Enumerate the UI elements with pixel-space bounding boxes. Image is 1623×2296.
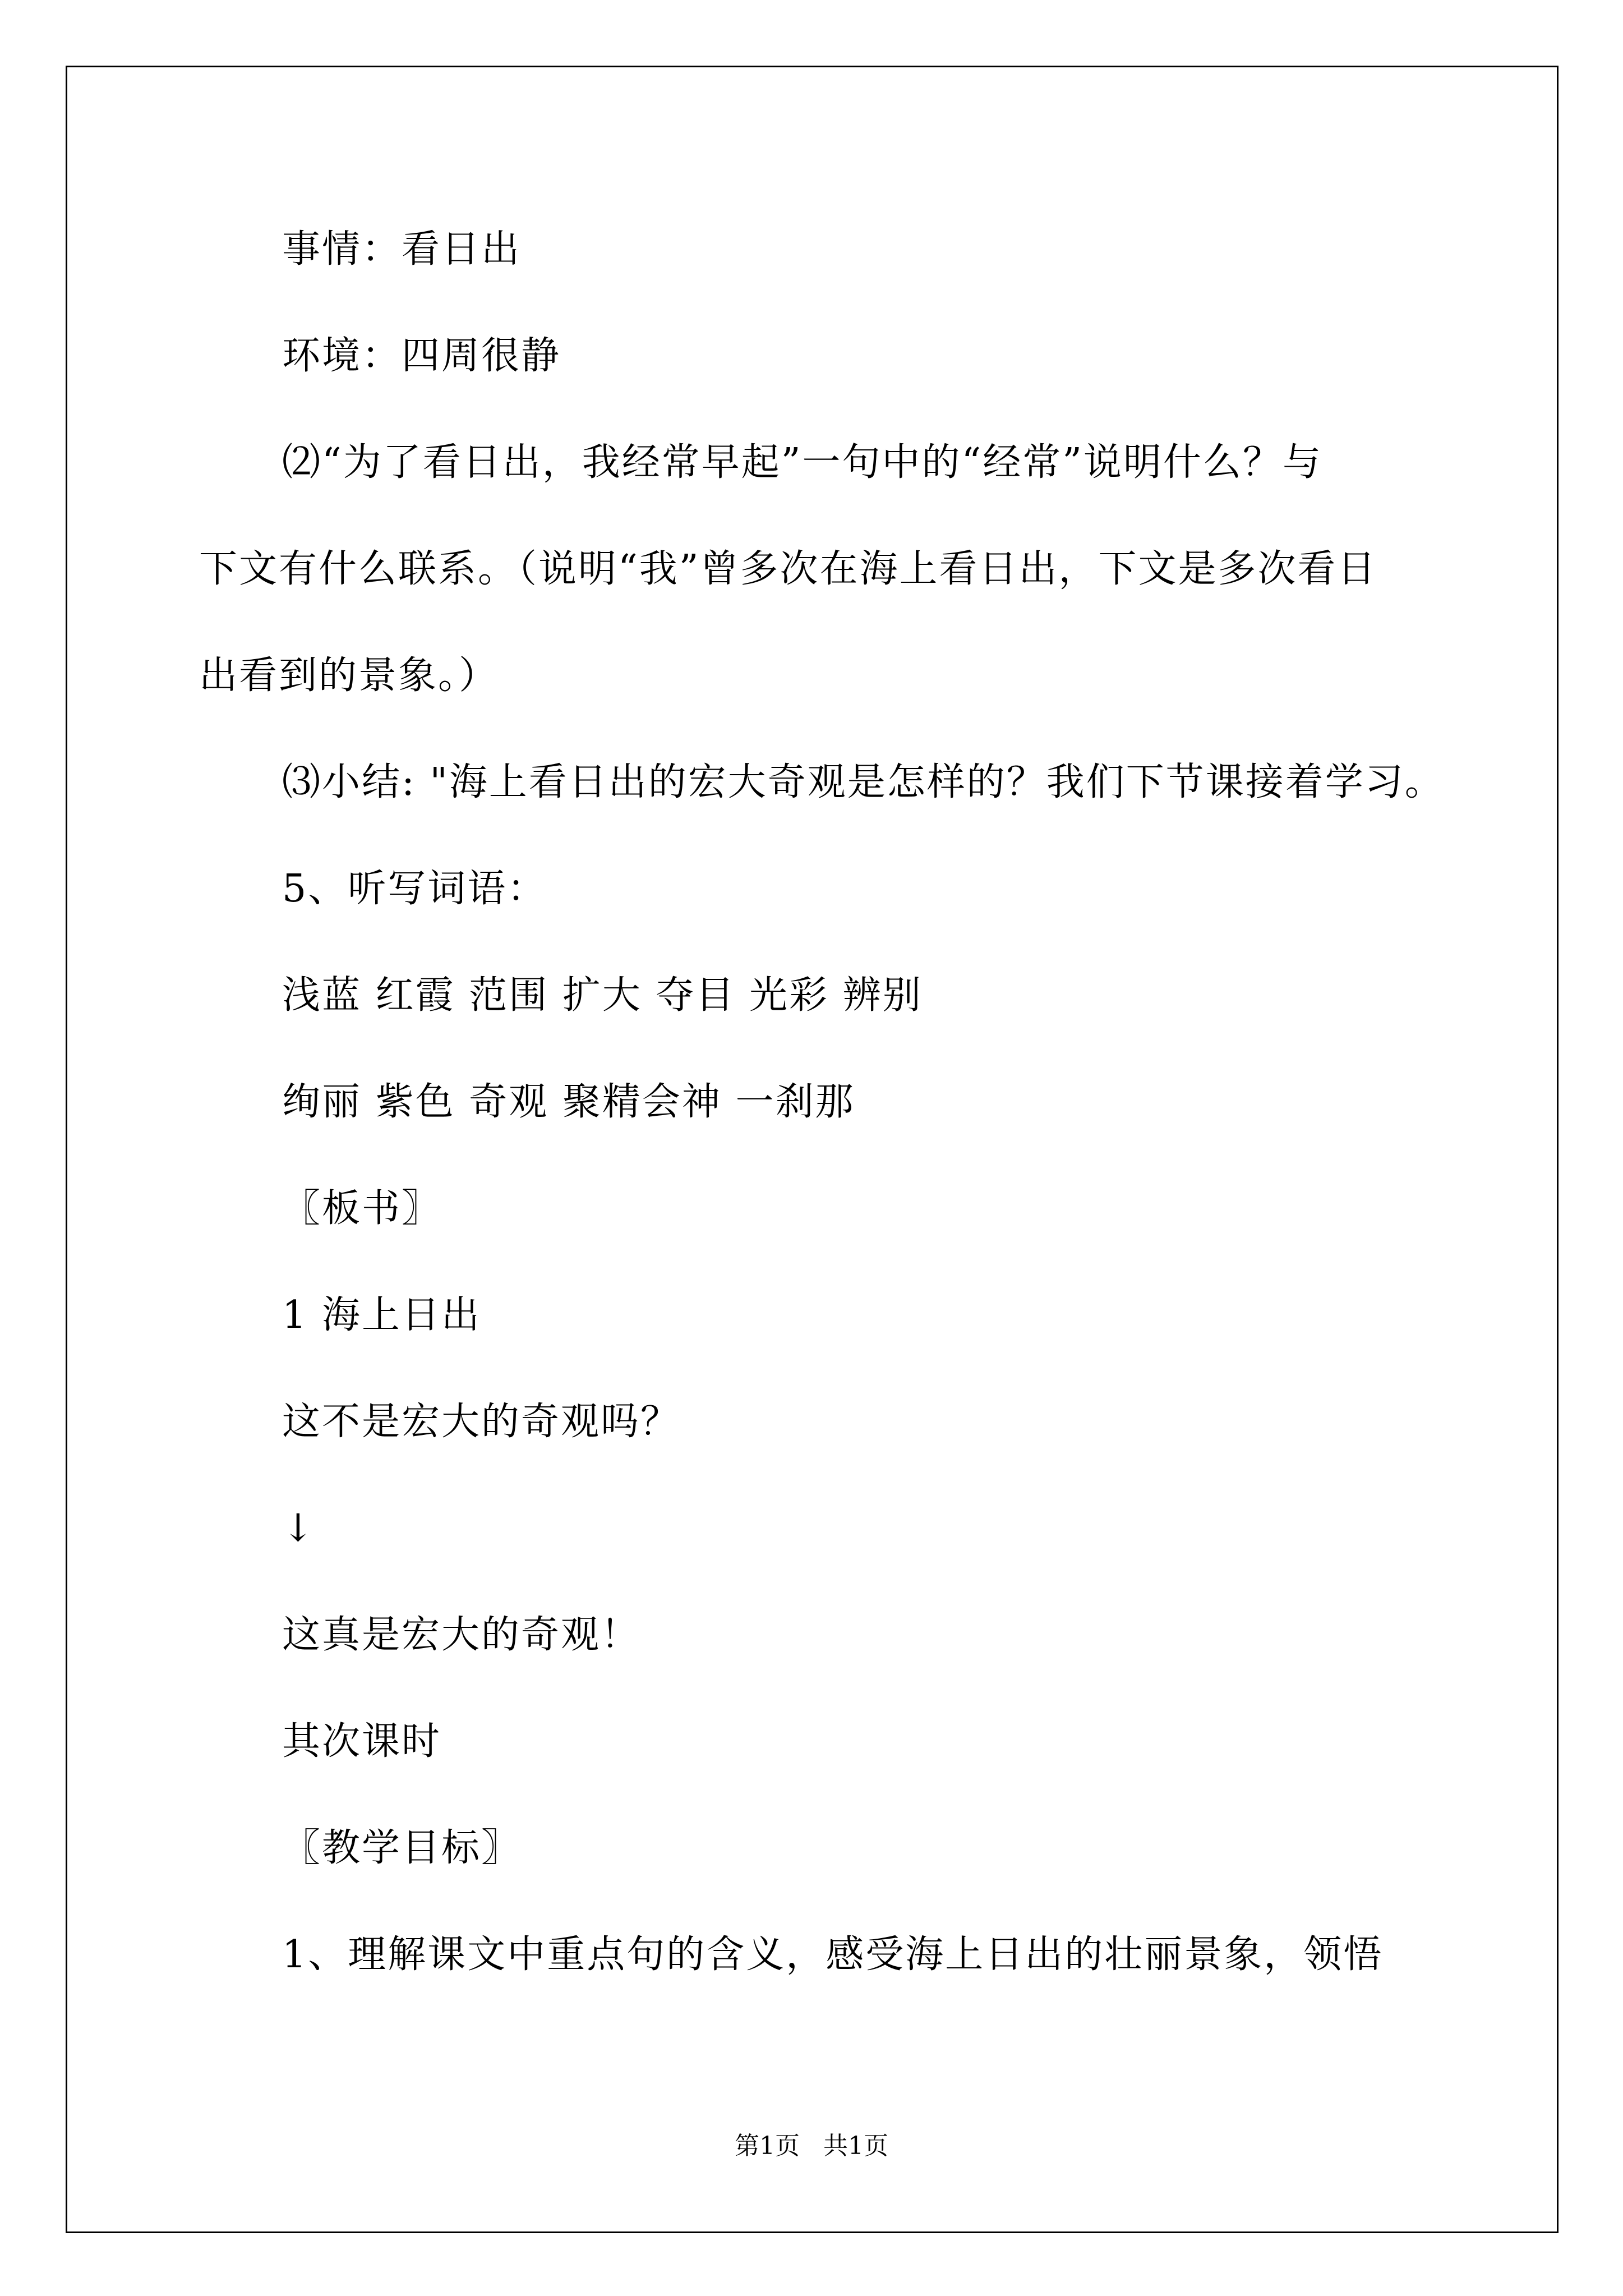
text-line-dictation: 5、听写词语： [282,867,547,911]
text-line-question-2b: 下文有什么联系。（说明“我”曾多次在海上看日出，下文是多次看日 [199,547,1377,591]
text-line-words-1: 浅蓝 红霞 范围 扩大 夺目 光彩 辨别 [282,973,923,1018]
text-line-blackboard: 〖板书〗 [282,1186,442,1231]
text-line-environment: 环境：四周很静 [282,334,561,378]
page-footer: 第1页 共1页 [735,2132,888,2160]
text-line-summary-3: ⑶小结: "海上看日出的宏大奇观是怎样的？我们下节课接着学习。 [282,760,1445,804]
text-line-lesson-title: 1 海上日出 [282,1293,481,1337]
text-line-words-2: 绚丽 紫色 奇观 聚精会神 一刹那 [282,1080,855,1124]
text-line-goal-1: 1、理解课文中重点句的含义，感受海上日出的壮丽景象，领悟 [282,1932,1384,1977]
text-line-question-2c: 出看到的景象。） [199,654,499,698]
down-arrow-icon: ↓ [282,1506,316,1550]
text-line-question-2a: ⑵“为了看日出，我经常早起”一句中的“经常”说明什么？与 [282,440,1323,485]
text-line-event: 事情：看日出 [282,227,522,272]
text-line-exclaim-wonder: 这真是宏大的奇观！ [282,1613,641,1657]
text-line-second-period: 其次课时 [282,1719,442,1764]
text-line-question-wonder: 这不是宏大的奇观吗？ [282,1400,681,1444]
text-line-teaching-goals: 〖教学目标〗 [282,1826,522,1870]
page-border [66,66,1559,2233]
